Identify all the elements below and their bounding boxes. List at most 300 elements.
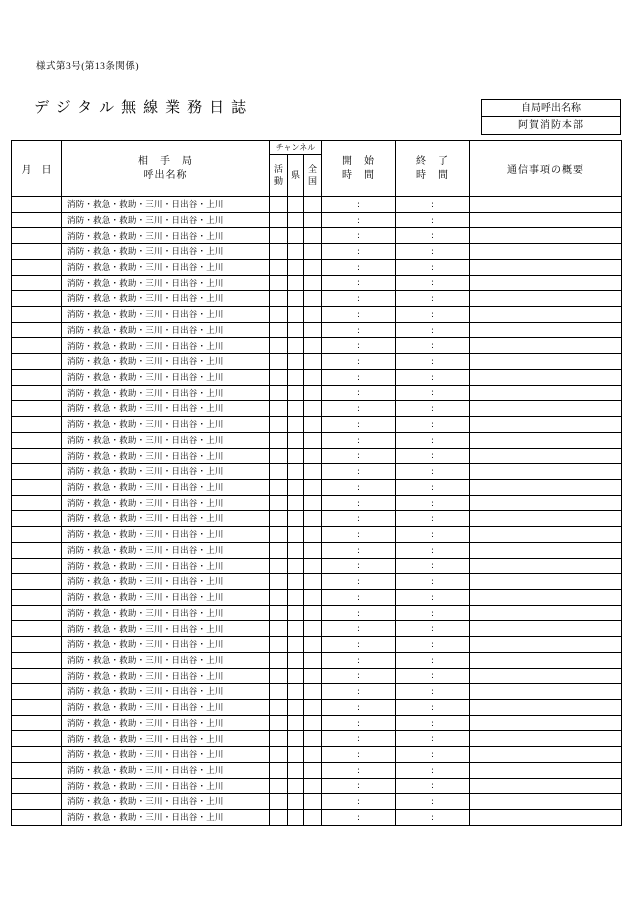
cell-channel-national <box>304 747 322 763</box>
cell-end-time: : <box>396 605 470 621</box>
cell-start-time: : <box>322 417 396 433</box>
cell-partner-station: 消防・救急・救助・三川・日出谷・上川 <box>62 715 270 731</box>
cell-channel-prefecture <box>288 762 304 778</box>
log-row <box>12 448 622 464</box>
cell-date <box>12 369 62 385</box>
log-row <box>12 558 622 574</box>
cell-partner-station: 消防・救急・救助・三川・日出谷・上川 <box>62 369 270 385</box>
cell-partner-station: 消防・救急・救助・三川・日出谷・上川 <box>62 322 270 338</box>
radio-log-table <box>11 140 622 826</box>
cell-summary <box>470 527 622 543</box>
cell-channel-prefecture <box>288 228 304 244</box>
header-end-line2: 時 間 <box>416 169 450 181</box>
cell-channel-prefecture <box>288 244 304 260</box>
cell-channel-activity <box>270 259 288 275</box>
cell-channel-national <box>304 621 322 637</box>
cell-end-time: : <box>396 684 470 700</box>
log-row <box>12 495 622 511</box>
cell-start-time: : <box>322 369 396 385</box>
cell-start-time: : <box>322 259 396 275</box>
cell-date <box>12 448 62 464</box>
cell-channel-national <box>304 558 322 574</box>
cell-channel-prefecture <box>288 558 304 574</box>
cell-partner-station: 消防・救急・救助・三川・日出谷・上川 <box>62 605 270 621</box>
cell-channel-activity <box>270 684 288 700</box>
header-channel-prefecture: 県 <box>288 155 304 197</box>
cell-date <box>12 700 62 716</box>
cell-channel-activity <box>270 228 288 244</box>
cell-start-time: : <box>322 731 396 747</box>
cell-partner-station: 消防・救急・救助・三川・日出谷・上川 <box>62 668 270 684</box>
log-row <box>12 322 622 338</box>
cell-date <box>12 432 62 448</box>
cell-channel-national <box>304 417 322 433</box>
header-channel-activity: 活動 <box>270 155 288 197</box>
cell-summary <box>470 338 622 354</box>
cell-partner-station: 消防・救急・救助・三川・日出谷・上川 <box>62 621 270 637</box>
cell-date <box>12 637 62 653</box>
cell-channel-activity <box>270 621 288 637</box>
cell-date <box>12 322 62 338</box>
cell-start-time: : <box>322 700 396 716</box>
cell-start-time: : <box>322 511 396 527</box>
cell-end-time: : <box>396 385 470 401</box>
cell-partner-station: 消防・救急・救助・三川・日出谷・上川 <box>62 385 270 401</box>
cell-channel-national <box>304 495 322 511</box>
cell-date <box>12 417 62 433</box>
log-row <box>12 385 622 401</box>
log-row <box>12 700 622 716</box>
cell-channel-national <box>304 731 322 747</box>
cell-summary <box>470 794 622 810</box>
cell-start-time: : <box>322 495 396 511</box>
cell-end-time: : <box>396 369 470 385</box>
cell-channel-prefecture <box>288 684 304 700</box>
header-start-time <box>322 141 396 197</box>
cell-date <box>12 668 62 684</box>
cell-channel-activity <box>270 794 288 810</box>
cell-date <box>12 810 62 826</box>
cell-partner-station: 消防・救急・救助・三川・日出谷・上川 <box>62 417 270 433</box>
header-start-line1: 開 始 <box>342 156 376 167</box>
cell-channel-national <box>304 291 322 307</box>
cell-channel-prefecture <box>288 259 304 275</box>
cell-channel-activity <box>270 715 288 731</box>
cell-partner-station: 消防・救急・救助・三川・日出谷・上川 <box>62 291 270 307</box>
cell-channel-activity <box>270 810 288 826</box>
cell-channel-national <box>304 385 322 401</box>
cell-summary <box>470 228 622 244</box>
log-row <box>12 197 622 213</box>
cell-channel-national <box>304 715 322 731</box>
log-row <box>12 369 622 385</box>
cell-start-time: : <box>322 558 396 574</box>
cell-partner-station: 消防・救急・救助・三川・日出谷・上川 <box>62 275 270 291</box>
cell-end-time: : <box>396 432 470 448</box>
cell-start-time: : <box>322 432 396 448</box>
cell-partner-station: 消防・救急・救助・三川・日出谷・上川 <box>62 354 270 370</box>
log-row <box>12 464 622 480</box>
cell-summary <box>470 307 622 323</box>
cell-channel-prefecture <box>288 715 304 731</box>
cell-channel-activity <box>270 307 288 323</box>
cell-end-time: : <box>396 338 470 354</box>
cell-start-time: : <box>322 322 396 338</box>
log-row <box>12 542 622 558</box>
cell-channel-activity <box>270 322 288 338</box>
cell-channel-national <box>304 810 322 826</box>
cell-start-time: : <box>322 212 396 228</box>
cell-summary <box>470 448 622 464</box>
cell-channel-national <box>304 322 322 338</box>
log-row <box>12 401 622 417</box>
cell-partner-station: 消防・救急・救助・三川・日出谷・上川 <box>62 747 270 763</box>
cell-channel-national <box>304 527 322 543</box>
cell-summary <box>470 417 622 433</box>
cell-start-time: : <box>322 794 396 810</box>
header-summary: 通信事項の概要 <box>470 141 622 197</box>
cell-summary <box>470 542 622 558</box>
cell-channel-national <box>304 794 322 810</box>
cell-summary <box>470 605 622 621</box>
cell-date <box>12 794 62 810</box>
cell-channel-national <box>304 448 322 464</box>
cell-channel-activity <box>270 495 288 511</box>
cell-channel-activity <box>270 275 288 291</box>
cell-end-time: : <box>396 652 470 668</box>
cell-end-time: : <box>396 244 470 260</box>
cell-start-time: : <box>322 385 396 401</box>
cell-channel-activity <box>270 668 288 684</box>
cell-end-time: : <box>396 715 470 731</box>
log-row <box>12 432 622 448</box>
cell-summary <box>470 762 622 778</box>
cell-partner-station: 消防・救急・救助・三川・日出谷・上川 <box>62 794 270 810</box>
cell-date <box>12 762 62 778</box>
cell-start-time: : <box>322 637 396 653</box>
cell-channel-activity <box>270 558 288 574</box>
cell-summary <box>470 715 622 731</box>
cell-channel-national <box>304 228 322 244</box>
log-row <box>12 810 622 826</box>
cell-channel-prefecture <box>288 338 304 354</box>
log-row <box>12 212 622 228</box>
cell-channel-national <box>304 637 322 653</box>
log-row <box>12 527 622 543</box>
cell-end-time: : <box>396 794 470 810</box>
cell-start-time: : <box>322 605 396 621</box>
cell-start-time: : <box>322 275 396 291</box>
cell-date <box>12 338 62 354</box>
cell-partner-station: 消防・救急・救助・三川・日出谷・上川 <box>62 259 270 275</box>
cell-date <box>12 212 62 228</box>
cell-channel-activity <box>270 731 288 747</box>
cell-partner-station: 消防・救急・救助・三川・日出谷・上川 <box>62 212 270 228</box>
cell-date <box>12 479 62 495</box>
cell-end-time: : <box>396 401 470 417</box>
cell-date <box>12 259 62 275</box>
cell-channel-activity <box>270 448 288 464</box>
cell-start-time: : <box>322 810 396 826</box>
cell-partner-station: 消防・救急・救助・三川・日出谷・上川 <box>62 762 270 778</box>
cell-start-time: : <box>322 589 396 605</box>
cell-start-time: : <box>322 715 396 731</box>
cell-channel-prefecture <box>288 542 304 558</box>
log-row <box>12 354 622 370</box>
cell-date <box>12 385 62 401</box>
cell-channel-activity <box>270 369 288 385</box>
cell-date <box>12 731 62 747</box>
cell-summary <box>470 354 622 370</box>
cell-channel-activity <box>270 417 288 433</box>
cell-date <box>12 495 62 511</box>
cell-summary <box>470 558 622 574</box>
cell-end-time: : <box>396 527 470 543</box>
header-partner-line2: 呼出名称 <box>143 169 188 181</box>
cell-summary <box>470 778 622 794</box>
cell-channel-activity <box>270 479 288 495</box>
cell-date <box>12 684 62 700</box>
cell-channel-activity <box>270 652 288 668</box>
cell-partner-station: 消防・救急・救助・三川・日出谷・上川 <box>62 464 270 480</box>
cell-start-time: : <box>322 574 396 590</box>
cell-partner-station: 消防・救急・救助・三川・日出谷・上川 <box>62 244 270 260</box>
cell-channel-prefecture <box>288 574 304 590</box>
cell-summary <box>470 700 622 716</box>
cell-end-time: : <box>396 495 470 511</box>
cell-channel-national <box>304 212 322 228</box>
log-row <box>12 668 622 684</box>
cell-channel-prefecture <box>288 511 304 527</box>
cell-channel-activity <box>270 464 288 480</box>
cell-channel-national <box>304 542 322 558</box>
cell-summary <box>470 495 622 511</box>
cell-summary <box>470 385 622 401</box>
cell-summary <box>470 479 622 495</box>
cell-end-time: : <box>396 479 470 495</box>
cell-date <box>12 715 62 731</box>
cell-channel-prefecture <box>288 527 304 543</box>
log-row <box>12 291 622 307</box>
cell-date <box>12 291 62 307</box>
cell-date <box>12 605 62 621</box>
cell-channel-prefecture <box>288 307 304 323</box>
cell-date <box>12 589 62 605</box>
cell-channel-prefecture <box>288 778 304 794</box>
cell-end-time: : <box>396 228 470 244</box>
cell-summary <box>470 810 622 826</box>
cell-partner-station: 消防・救急・救助・三川・日出谷・上川 <box>62 228 270 244</box>
cell-channel-activity <box>270 291 288 307</box>
cell-channel-activity <box>270 574 288 590</box>
log-row <box>12 652 622 668</box>
cell-end-time: : <box>396 307 470 323</box>
cell-start-time: : <box>322 197 396 213</box>
cell-end-time: : <box>396 275 470 291</box>
cell-partner-station: 消防・救急・救助・三川・日出谷・上川 <box>62 432 270 448</box>
cell-channel-prefecture <box>288 479 304 495</box>
cell-summary <box>470 322 622 338</box>
log-row <box>12 684 622 700</box>
cell-start-time: : <box>322 747 396 763</box>
cell-channel-national <box>304 700 322 716</box>
cell-date <box>12 197 62 213</box>
log-row <box>12 605 622 621</box>
cell-start-time: : <box>322 228 396 244</box>
cell-summary <box>470 369 622 385</box>
cell-summary <box>470 432 622 448</box>
header-date: 月 日 <box>12 141 62 197</box>
cell-channel-activity <box>270 637 288 653</box>
cell-summary <box>470 731 622 747</box>
cell-channel-prefecture <box>288 731 304 747</box>
cell-channel-national <box>304 259 322 275</box>
cell-channel-national <box>304 684 322 700</box>
cell-end-time: : <box>396 558 470 574</box>
cell-channel-activity <box>270 244 288 260</box>
cell-channel-activity <box>270 511 288 527</box>
cell-channel-prefecture <box>288 417 304 433</box>
log-row <box>12 731 622 747</box>
cell-end-time: : <box>396 637 470 653</box>
log-row <box>12 511 622 527</box>
cell-channel-prefecture <box>288 637 304 653</box>
cell-channel-prefecture <box>288 747 304 763</box>
cell-channel-national <box>304 338 322 354</box>
cell-partner-station: 消防・救急・救助・三川・日出谷・上川 <box>62 401 270 417</box>
cell-start-time: : <box>322 668 396 684</box>
log-row <box>12 417 622 433</box>
log-row <box>12 778 622 794</box>
cell-start-time: : <box>322 338 396 354</box>
cell-date <box>12 511 62 527</box>
cell-channel-prefecture <box>288 369 304 385</box>
cell-channel-activity <box>270 197 288 213</box>
cell-end-time: : <box>396 291 470 307</box>
cell-date <box>12 778 62 794</box>
cell-channel-activity <box>270 700 288 716</box>
cell-channel-prefecture <box>288 197 304 213</box>
cell-partner-station: 消防・救急・救助・三川・日出谷・上川 <box>62 307 270 323</box>
cell-start-time: : <box>322 244 396 260</box>
cell-summary <box>470 637 622 653</box>
cell-channel-activity <box>270 401 288 417</box>
log-row <box>12 244 622 260</box>
cell-channel-national <box>304 275 322 291</box>
cell-channel-prefecture <box>288 668 304 684</box>
cell-channel-prefecture <box>288 621 304 637</box>
cell-partner-station: 消防・救急・救助・三川・日出谷・上川 <box>62 448 270 464</box>
cell-partner-station: 消防・救急・救助・三川・日出谷・上川 <box>62 511 270 527</box>
cell-date <box>12 307 62 323</box>
cell-end-time: : <box>396 448 470 464</box>
log-row <box>12 589 622 605</box>
cell-channel-activity <box>270 542 288 558</box>
log-row <box>12 621 622 637</box>
log-row <box>12 259 622 275</box>
cell-partner-station: 消防・救急・救助・三川・日出谷・上川 <box>62 527 270 543</box>
cell-summary <box>470 511 622 527</box>
cell-end-time: : <box>396 778 470 794</box>
cell-channel-prefecture <box>288 385 304 401</box>
cell-channel-national <box>304 778 322 794</box>
cell-partner-station: 消防・救急・救助・三川・日出谷・上川 <box>62 731 270 747</box>
cell-start-time: : <box>322 652 396 668</box>
cell-end-time: : <box>396 700 470 716</box>
cell-summary <box>470 652 622 668</box>
cell-start-time: : <box>322 448 396 464</box>
cell-channel-prefecture <box>288 605 304 621</box>
cell-summary <box>470 621 622 637</box>
cell-start-time: : <box>322 542 396 558</box>
log-row <box>12 715 622 731</box>
cell-channel-prefecture <box>288 291 304 307</box>
cell-channel-prefecture <box>288 794 304 810</box>
cell-channel-national <box>304 511 322 527</box>
cell-summary <box>470 275 622 291</box>
header-end-line1: 終 了 <box>416 156 450 167</box>
log-row <box>12 338 622 354</box>
cell-date <box>12 275 62 291</box>
cell-partner-station: 消防・救急・救助・三川・日出谷・上川 <box>62 637 270 653</box>
header-channel: チャンネル <box>270 141 322 155</box>
cell-summary <box>470 668 622 684</box>
cell-date <box>12 558 62 574</box>
cell-partner-station: 消防・救急・救助・三川・日出谷・上川 <box>62 574 270 590</box>
cell-end-time: : <box>396 621 470 637</box>
cell-start-time: : <box>322 684 396 700</box>
cell-partner-station: 消防・救急・救助・三川・日出谷・上川 <box>62 558 270 574</box>
cell-summary <box>470 464 622 480</box>
cell-channel-activity <box>270 605 288 621</box>
cell-start-time: : <box>322 621 396 637</box>
cell-partner-station: 消防・救急・救助・三川・日出谷・上川 <box>62 652 270 668</box>
log-row <box>12 574 622 590</box>
cell-date <box>12 527 62 543</box>
cell-channel-activity <box>270 527 288 543</box>
page-title: デジタル無線業務日誌 <box>34 100 254 116</box>
cell-channel-national <box>304 369 322 385</box>
cell-channel-prefecture <box>288 589 304 605</box>
cell-end-time: : <box>396 197 470 213</box>
cell-partner-station: 消防・救急・救助・三川・日出谷・上川 <box>62 197 270 213</box>
log-row <box>12 747 622 763</box>
cell-channel-activity <box>270 212 288 228</box>
cell-start-time: : <box>322 354 396 370</box>
cell-end-time: : <box>396 731 470 747</box>
cell-channel-activity <box>270 762 288 778</box>
cell-end-time: : <box>396 212 470 228</box>
cell-channel-prefecture <box>288 495 304 511</box>
cell-partner-station: 消防・救急・救助・三川・日出谷・上川 <box>62 778 270 794</box>
cell-summary <box>470 589 622 605</box>
cell-start-time: : <box>322 307 396 323</box>
cell-end-time: : <box>396 322 470 338</box>
cell-channel-activity <box>270 385 288 401</box>
cell-date <box>12 354 62 370</box>
cell-start-time: : <box>322 778 396 794</box>
header-channel-national: 全国 <box>304 155 322 197</box>
cell-start-time: : <box>322 464 396 480</box>
cell-channel-prefecture <box>288 432 304 448</box>
cell-channel-prefecture <box>288 212 304 228</box>
cell-end-time: : <box>396 511 470 527</box>
cell-channel-national <box>304 574 322 590</box>
cell-channel-national <box>304 605 322 621</box>
cell-summary <box>470 747 622 763</box>
header-end-time <box>396 141 470 197</box>
log-row <box>12 762 622 778</box>
